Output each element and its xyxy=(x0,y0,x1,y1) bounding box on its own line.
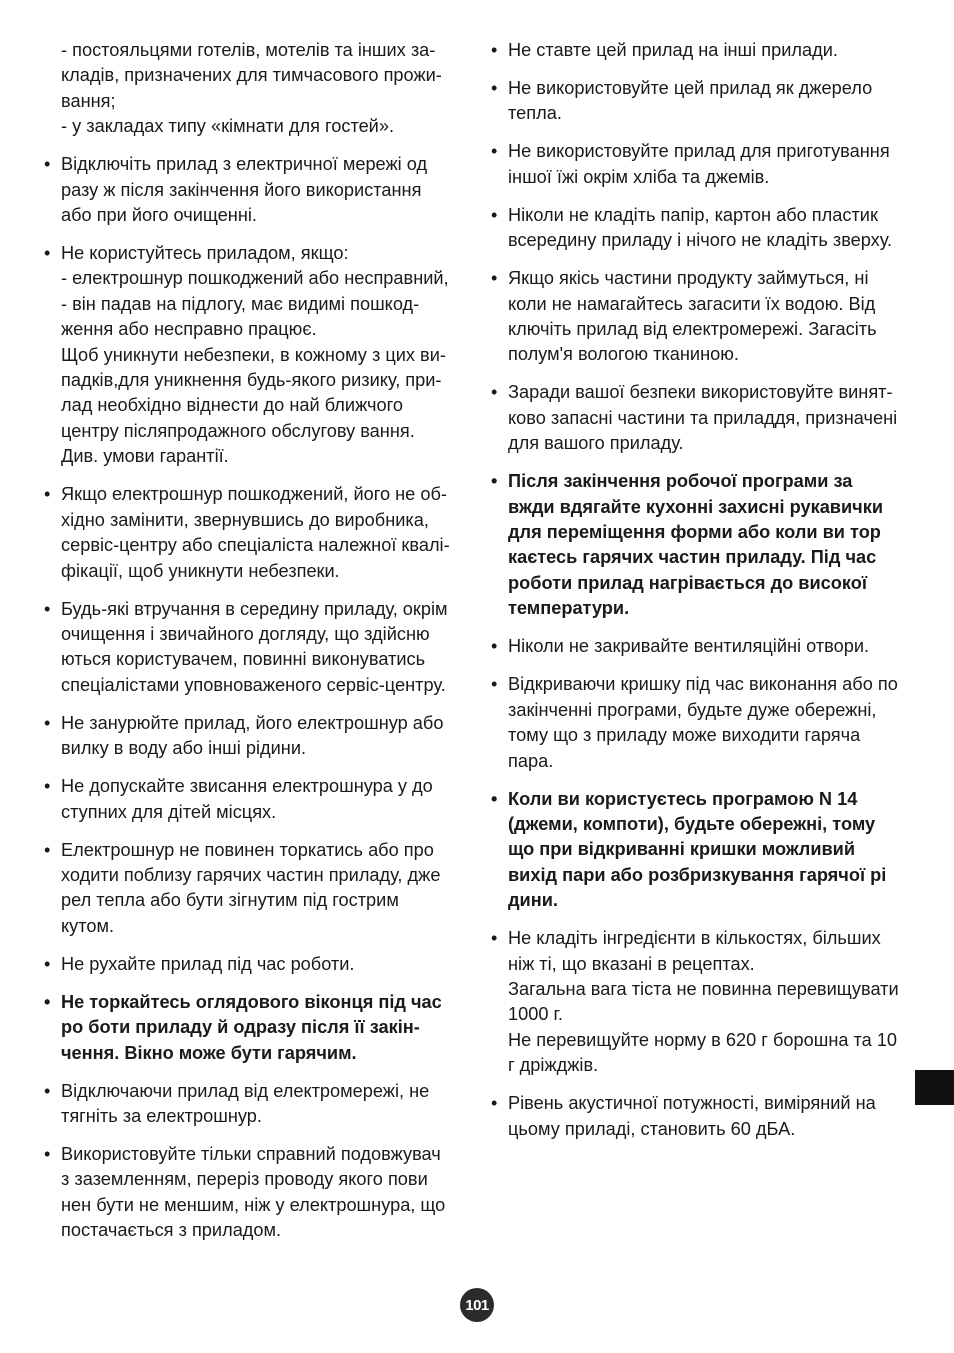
text-line: • Не кладіть інгредієнти в кількостях, більших xyxy=(508,928,881,949)
bullet-item xyxy=(491,38,911,63)
bullet-item xyxy=(44,152,464,228)
bullet-item xyxy=(44,952,464,977)
text-line: дини. xyxy=(508,890,558,911)
text-line: • Використовуйте тільки справний подовжувач xyxy=(61,1143,441,1164)
bullet-item xyxy=(491,203,911,254)
bullet-item xyxy=(491,672,911,774)
bullet-item xyxy=(44,838,464,940)
text-line: - постояльцями готелів, мотелів та інших за- xyxy=(61,40,436,60)
text-line: • Не занурюйте прилад, його електрошнур або xyxy=(61,712,444,733)
text-line: г дріжджів. xyxy=(508,1055,599,1076)
text-line: хідно замінити, звернувшись до виробника, xyxy=(61,509,429,530)
text-line: лад необхідно віднести до най ближчого xyxy=(61,395,403,416)
text-line: кутом. xyxy=(61,915,115,936)
left-column xyxy=(44,38,464,1256)
text-line: 1000 г. xyxy=(508,1004,563,1025)
text-line: кладів, призначених для тимчасового прожи- xyxy=(61,65,442,86)
bullet-item xyxy=(491,469,911,621)
text-line: • Не рухайте прилад під час роботи. xyxy=(61,953,355,974)
text-line: очищення і звичайного догляду, що здійсню xyxy=(61,623,430,644)
text-line: • Відключаючи прилад від електромережі, не xyxy=(61,1080,430,1101)
text-line: • Відкриваючи кришку під час виконання або по xyxy=(508,674,898,695)
text-line: температури. xyxy=(508,598,630,619)
text-line: • Ніколи не закривайте вентиляційні отвори. xyxy=(508,636,870,657)
text-block xyxy=(44,38,464,140)
text-line: вихід пари або розбризкування гарячої рі xyxy=(508,864,887,885)
text-line: падків,для уникнення будь-якого ризику, при- xyxy=(61,370,442,391)
text-line: • Ніколи не кладіть папір, картон або пластик xyxy=(508,204,878,225)
text-line: спеціалістами уповноваженого сервіс-центру. xyxy=(61,674,446,695)
text-line: полум'я вологою тканиною. xyxy=(508,344,739,365)
bullet-item xyxy=(491,787,911,914)
text-line: вжди вдягайте кухонні захисні рукавички xyxy=(508,496,884,517)
bullet-item xyxy=(44,1079,464,1130)
text-line: ження або несправно працює. xyxy=(61,319,317,340)
text-line: центру післяпродажного обслугову вання. xyxy=(61,420,415,441)
text-line: Загальна вага тіста не повинна перевищувати xyxy=(508,978,899,999)
text-line: з заземленням, переріз проводу якого пови xyxy=(61,1169,428,1190)
text-line: • Не використовуйте цей прилад як джерело xyxy=(508,78,873,98)
text-line: Щоб уникнути небезпеки, в кожному з цих ви- xyxy=(61,344,446,365)
text-line: сервіс-центру або спеціаліста належної квалі- xyxy=(61,535,450,556)
text-line: іншої їжі окрім хліба та джемів. xyxy=(508,166,770,187)
text-line: ються користувачем, повинні виконуватись xyxy=(61,649,426,670)
text-line: • Рівень акустичної потужності, виміряний на xyxy=(508,1093,876,1114)
text-line: пара. xyxy=(508,750,554,771)
text-line: чення. Вікно може бути гарячим. xyxy=(61,1042,357,1063)
text-line: тому що з приладу може виходити гаряча xyxy=(508,725,861,746)
text-line: тепла. xyxy=(508,103,562,124)
page-number-badge xyxy=(460,1288,494,1322)
text-line: Див. умови гарантії. xyxy=(61,446,229,467)
text-line: ково запасні частини та приладдя, призначені xyxy=(508,407,898,428)
text-line: вання; xyxy=(61,90,116,111)
text-line: для переміщення форми або коли ви тор xyxy=(508,522,881,543)
text-line: - у закладах типу «кімнати для гостей». xyxy=(61,116,395,137)
text-line: (джеми, компоти), будьте обережні, тому xyxy=(508,813,876,834)
bullet-item xyxy=(44,597,464,699)
bullet-item xyxy=(491,76,911,127)
bullet-item xyxy=(491,139,911,190)
bullet-item xyxy=(44,241,464,470)
text-line: вилку в воду або інші рідини. xyxy=(61,738,307,759)
text-line: всередину приладу і нічого не кладіть зверху. xyxy=(508,230,893,251)
text-line: • Заради вашої безпеки використовуйте винят- xyxy=(508,382,893,403)
text-line: ро боти приладу й одразу після її закін- xyxy=(61,1017,420,1038)
text-line: цьому приладі, становить 60 дБА. xyxy=(508,1118,796,1139)
text-line: • Електрошнур не повинен торкатись або про xyxy=(61,839,434,860)
bullet-item xyxy=(44,482,464,584)
text-line: для вашого приладу. xyxy=(508,433,684,454)
text-line: Не перевищуйте норму в 620 г борошна та 10 xyxy=(508,1029,898,1050)
text-line: рел тепла або бути зігнутим під гострим xyxy=(61,890,399,911)
text-line: • Не ставте цей прилад на інші прилади. xyxy=(508,40,838,60)
text-line: • Коли ви користуєтесь програмою N 14 xyxy=(508,788,858,809)
text-line: - він падав на підлогу, має видимі пошкод- xyxy=(61,293,420,314)
text-line: фікації, щоб уникнути небезпеки. xyxy=(61,560,340,581)
text-line: • Не користуйтесь приладом, якщо: xyxy=(61,243,349,264)
text-line: • Якщо електрошнур пошкоджений, його не об- xyxy=(61,484,447,505)
text-line: що при відкриванні кришки можливий xyxy=(508,839,856,860)
text-line: • Не допускайте звисання електрошнура у до xyxy=(61,776,433,797)
bullet-item xyxy=(491,1091,911,1142)
bullet-item xyxy=(491,926,911,1078)
text-line: закінченні програми, будьте дуже обережні, xyxy=(508,699,877,720)
text-line: або при його очищенні. xyxy=(61,205,257,226)
text-line: ключіть прилад від електромережі. Загасіть xyxy=(508,319,877,340)
text-line: каєтесь гарячих частин приладу. Під час xyxy=(508,547,877,568)
bullet-item xyxy=(491,634,911,659)
text-line: ніж ті, що вказані в рецептах. xyxy=(508,953,755,974)
text-line: ходити поблизу гарячих частин приладу, дже xyxy=(61,864,441,885)
bullet-item xyxy=(44,990,464,1066)
text-line: ступних для дітей місцях. xyxy=(61,801,277,822)
text-line: • Відключіть прилад з електричної мережі од xyxy=(61,154,428,175)
text-line: нен бути не меншим, ніж у електрошнура, що xyxy=(61,1194,446,1215)
text-line: разу ж після закінчення його використання xyxy=(61,179,422,200)
text-line: тягніть за електрошнур. xyxy=(61,1105,262,1126)
bullet-item xyxy=(44,711,464,762)
text-line: • Не використовуйте прилад для приготування xyxy=(508,141,890,162)
section-tab-marker xyxy=(915,1070,954,1105)
bullet-item xyxy=(491,380,911,456)
text-line: • Після закінчення робочої програми за xyxy=(508,471,853,492)
text-line: • Якщо якісь частини продукту займуться, ні xyxy=(508,268,869,289)
text-line: - електрошнур пошкоджений або несправний, xyxy=(61,268,449,289)
text-line: коли не намагайтесь загасити їх водою. Від xyxy=(508,293,876,314)
bullet-item xyxy=(44,1142,464,1244)
bullet-item xyxy=(491,266,911,368)
text-line: • Не торкайтесь оглядового віконця під час xyxy=(61,991,442,1012)
page-number: 101 xyxy=(465,1296,489,1314)
text-line: роботи прилад нагрівається до високої xyxy=(508,572,867,593)
text-line: • Будь-які втручання в середину приладу, окрім xyxy=(61,598,448,619)
right-column xyxy=(491,38,911,1155)
text-line: постачається з приладом. xyxy=(61,1220,282,1241)
bullet-item xyxy=(44,774,464,825)
